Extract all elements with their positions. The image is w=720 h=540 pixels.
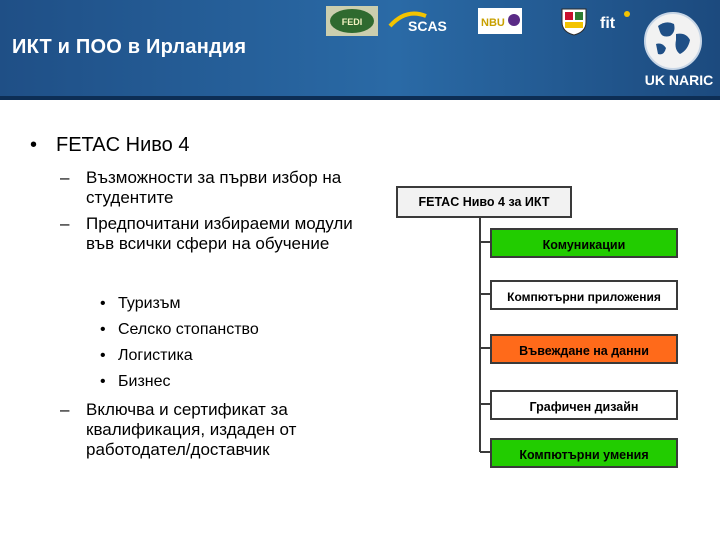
dash-icon: – bbox=[60, 214, 70, 233]
page-title: ИКТ и ПОО в Ирландия bbox=[12, 36, 247, 58]
diagram-child-box: Комуникации bbox=[490, 228, 678, 258]
fit-logo bbox=[598, 6, 632, 36]
diagram-child-box: Въвеждане на данни bbox=[490, 334, 678, 364]
nbu-logo-text: NBU bbox=[481, 17, 505, 29]
diagram-connectors bbox=[388, 182, 718, 482]
sub-list-item-text: Логистика bbox=[118, 347, 193, 364]
header-banner bbox=[0, 0, 720, 100]
list-item-text: Включва и сертификат за квалификация, издаден от работодател/доставчик bbox=[86, 400, 297, 459]
bullet-level1 bbox=[30, 134, 189, 157]
svg-text:fit: fit bbox=[600, 15, 616, 32]
nbu-logo bbox=[478, 6, 522, 36]
diagram-child-box: Компютърни умения bbox=[490, 438, 678, 468]
bullet-dot-icon: • bbox=[100, 347, 106, 364]
bullet-level1-text: FETAC Ниво 4 bbox=[56, 134, 190, 156]
header-divider bbox=[0, 96, 720, 100]
bullet-dot-icon: • bbox=[30, 134, 38, 156]
sub-list-item-text: Селско стопанство bbox=[118, 321, 259, 338]
sub-list-item-text: Бизнес bbox=[118, 373, 171, 390]
diagram-root-box: FETAC Ниво 4 за ИКТ bbox=[396, 186, 572, 218]
list-item-text: Възможности за първи избор на студентите bbox=[86, 168, 342, 207]
org-diagram bbox=[388, 182, 718, 482]
bullet-dot-icon: • bbox=[100, 295, 106, 312]
fedi-logo-text: FEDI bbox=[341, 17, 363, 27]
diagram-child-box: Компютърни приложения bbox=[490, 280, 678, 310]
list-item-text: Предпочитани избираеми модули във всички сфери на обучение bbox=[86, 214, 353, 253]
crest-logo bbox=[560, 6, 588, 36]
scas-logo-text: SCAS bbox=[408, 18, 447, 34]
bullet-dot-icon: • bbox=[100, 373, 106, 390]
dash-icon: – bbox=[60, 168, 70, 187]
fedi-logo bbox=[326, 6, 378, 36]
diagram-child-box: Графичен дизайн bbox=[490, 390, 678, 420]
scas-logo bbox=[386, 6, 456, 36]
bullet-dot-icon: • bbox=[100, 321, 106, 338]
uk-naric-logo-text: UK NARIC bbox=[644, 72, 714, 88]
sub-list-item-text: Туризъм bbox=[118, 295, 181, 312]
dash-icon: – bbox=[60, 400, 70, 419]
globe-icon bbox=[640, 10, 706, 72]
